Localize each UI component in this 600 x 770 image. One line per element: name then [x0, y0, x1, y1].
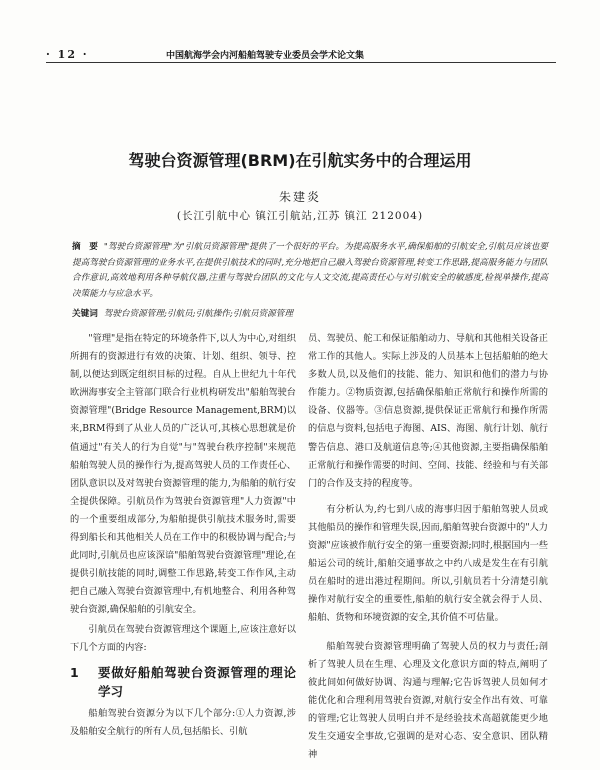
abstract — [72, 240, 548, 302]
keywords-label: 关键词 — [72, 309, 98, 319]
page-number: · 12 · — [46, 48, 89, 61]
running-header — [46, 40, 556, 68]
abstract-label: 摘 要 — [72, 242, 98, 252]
keywords-text: 驾驶台资源管理;引航员;引航操作;引航员资源管理 — [103, 309, 293, 319]
body-paragraph: 船舶驾驶台资源分为以下几个部分:①人力资源,涉及船舶安全航行的所有人员,包括船长、引航 — [70, 707, 296, 737]
author-name: 朱建炎 — [278, 190, 321, 204]
body-paragraph: 有分析认为,约七到八成的海事归因于船舶驾驶人员或其他船员的操作和管理失误,因而,船舶驾驶台资源中的"人力资源"应该被作航行安全的第一重要资源;同时,根据国内一些船运公司的统计,船舶交通事故之中约八成是发生在有引航员在船时的进出港过程期间。所以,引航员若十分清楚引航操作对航行安全的重要性,船舶的航行安全就会得于人员、船舶、货物和环境资源的安全,其价值不可估量。 — [308, 503, 548, 624]
author-affiliation: (长江引航中心 镇江引航站,江苏 镇江 212004) — [176, 210, 424, 222]
body-paragraph: 引航员在驾驶台资源管理这个课题上,应该注意好以下几个方面的内容: — [70, 623, 296, 653]
keywords — [72, 307, 548, 322]
section-heading — [70, 663, 296, 701]
article-title: 驾驶台资源管理(BRM)在引航实务中的合理运用 — [128, 151, 472, 170]
body-paragraph: "管理"是指在特定的环境条件下,以人为中心,对组织所拥有的资源进行有效的决策、计划、组织、领导、控制,以便达到既定组织目标的过程。自从上世纪九十年代欧洲海事安全主管部门联合行业机构研发出"船舶驾驶台资源管理"(Bridge Resource Management,BRM)以来,BRM得到了从业人员的广泛认可,其核心思想就是价值通过"有关人的行为自觉"与"驾驶台秩序控制"来规范船舶驾驶人员的操作行为,提高驾驶人员的工作责任心、团队意识以及对驾驶台资源管理的能力,为船舶的航行安全提供保障。引航员作为驾驶台资源管理"人力资源"中的一个重要组成部分,为船舶提供引航技术服务时,需要得到船长和其他相关人员在工作中的积极协调与配合;与此同时,引航员也应该深谙"船舶驾驶台资源管理"理论,在提供引航技能的同时,调整工作思路,转变工作作风,主动把自己融入驾驶台资源管理中,有机地整合、利用各种驾驶台资源,确保船舶的引航安全。 — [70, 333, 296, 616]
body-paragraph: 员、驾驶员、舵工和保证船舶动力、导航和其他相关设备正常工作的其他人。实际上涉及的人员基本上包括船舶的绝大多数人员,以及他们的技能、能力、知识和他们的潜力与协作能力。②物质资源,包括确保船舶正常航行和操作所需的设备、仪器等。③信息资源,提供保证正常航行和操作所需的信息与资料,包括电子海图、AIS、海图、航行计划、航行警告信息、港口及航道信息等;④其他资源,主要指确保船舶正常航行和操作需要的时间、空间、技能、经验和与有关部门的合作及支持的程度等。 — [308, 333, 548, 489]
section-number: 1 — [70, 664, 79, 680]
body-column-right — [308, 330, 548, 764]
body-column-left — [70, 330, 296, 741]
abstract-text: "驾驶台资源管理"为"引航员资源管理"提供了一个很好的平台。为提高服务水平,确保船舶的引航安全,引航员应该也要提高驾驶台资源管理的业务水平,在提供引航技术的同时,充分地把自己融入驾驶台资源管理,转变工作思路,提高服务能力与团队合作意识,高效地利用各种导航仪器,注重与驾驶台团队的文化与人文交流,提高责任心与对引航安全的敏感度,检视单操作,提高决策能力与应急水平。 — [72, 242, 548, 299]
header-rule — [46, 62, 556, 63]
journal-name: 中国航海学会内河船舶驾驶专业委员会学术论文集 — [166, 51, 365, 61]
body-paragraph: 船舶驾驶台资源管理明确了驾驶人员的权力与责任;剖析了驾驶人员在生理、心理及文化意识方面的特点,阐明了彼此间如何做好协调、沟通与理解;它告诉驾驶人员如何才能优化和合理利用驾驶台资源,对航行安全作出有效、可靠的管理;它让驾驶人员明白并不是经验技术高超就能更少地发生交通安全事故,它强调的是对心态、安全意识、团队精神 — [308, 640, 548, 761]
section-title: 要做好船舶驾驶台资源管理的理论学习 — [98, 664, 296, 699]
